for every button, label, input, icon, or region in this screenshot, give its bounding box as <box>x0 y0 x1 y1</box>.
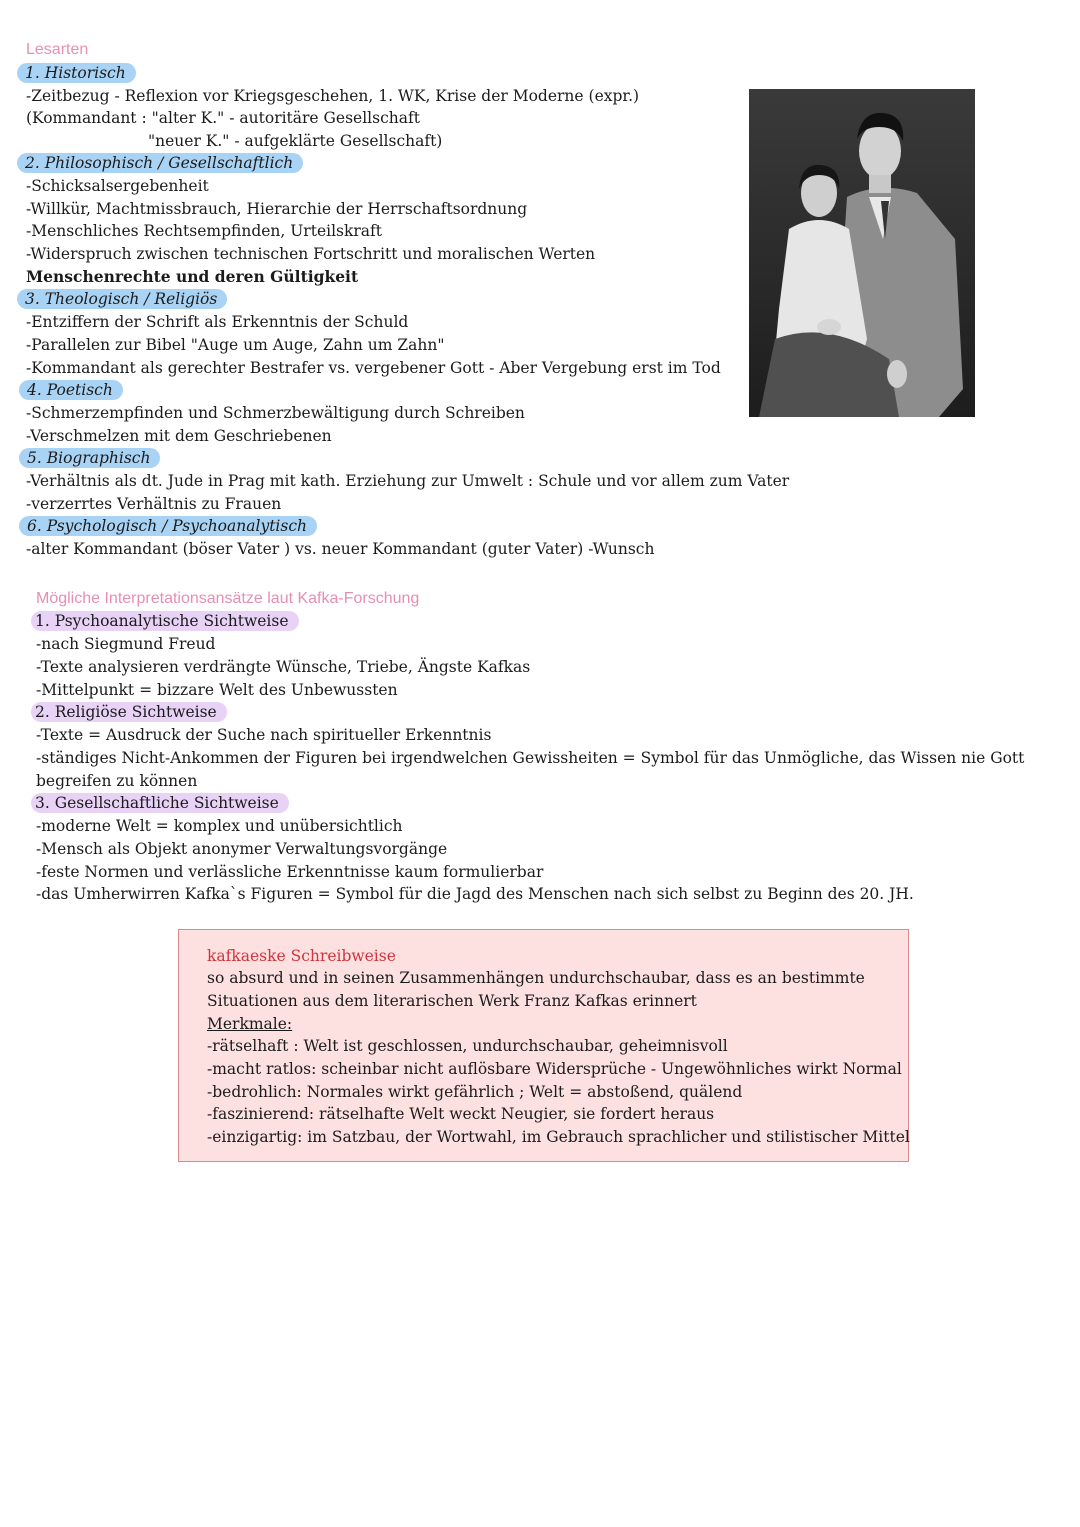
text-line: -feste Normen und verlässliche Erkenntnisse kaum formulierbar <box>36 863 544 881</box>
text-line: -Kommandant als gerechter Bestrafer vs. vergebener Gott - Aber Vergebung erst im Tod <box>26 359 721 377</box>
text-line: begreifen zu können <box>36 772 198 790</box>
text-line: -Entziffern der Schrift als Erkenntnis der Schuld <box>26 313 409 331</box>
text-line: (Kommandant : "alter K." - autoritäre Gesellschaft <box>26 109 420 127</box>
heading-religioes: 2. Religiöse Sichtweise <box>31 702 227 722</box>
text-line: -Zeitbezug - Reflexion vor Kriegsgeschehen, 1. WK, Krise der Moderne (expr.) <box>26 87 640 105</box>
text-line: -Mensch als Objekt anonymer Verwaltungsvorgänge <box>36 840 448 858</box>
text-line: -Verschmelzen mit dem Geschriebenen <box>26 427 332 445</box>
heading-historisch: 1. Historisch <box>17 63 136 83</box>
heading-gesellschaftlich: 3. Gesellschaftliche Sichtweise <box>31 793 289 813</box>
box-text-line: Situationen aus dem literarischen Werk Franz Kafkas erinnert <box>207 992 697 1010</box>
text-line: "neuer K." - aufgeklärte Gesellschaft) <box>148 132 443 150</box>
text-line: -nach Siegmund Freud <box>36 635 216 653</box>
text-line: -Verhältnis als dt. Jude in Prag mit kath. Erziehung zur Umwelt : Schule und vor allem zum Vater <box>26 472 790 490</box>
box-text-line: so absurd und in seinen Zusammenhängen undurchschaubar, dass es an bestimmte <box>207 969 865 987</box>
heading-psychoanalytisch: 1. Psychoanalytische Sichtweise <box>31 611 299 631</box>
heading-philosophisch: 2. Philosophisch / Gesellschaftlich <box>17 153 303 173</box>
interpretation-title: Mögliche Interpretationsansätze laut Kafka-Forschung <box>36 590 420 607</box>
merkmal-item: -faszinierend: rätselhafte Welt weckt Neugier, sie fordert heraus <box>207 1105 715 1123</box>
text-line: -Menschliches Rechtsempfinden, Urteilskraft <box>26 222 383 240</box>
text-line: -Texte analysieren verdrängte Wünsche, Triebe, Ängste Kafkas <box>36 658 531 676</box>
text-line: -Mittelpunkt = bizzare Welt des Unbewussten <box>36 681 398 699</box>
merkmal-item: -macht ratlos: scheinbar nicht auflösbare Widersprüche - Ungewöhnliches wirkt Normal <box>207 1060 902 1078</box>
text-line: -das Umherwirren Kafka`s Figuren = Symbol für die Jagd des Menschen nach sich selbst zu Beginn des 20. JH. <box>36 885 914 903</box>
lesarten-title: Lesarten <box>26 41 89 58</box>
bold-line: Menschenrechte und deren Gültigkeit <box>26 267 359 286</box>
text-line: -Texte = Ausdruck der Suche nach spiritueller Erkenntnis <box>36 726 492 744</box>
text-line: -moderne Welt = komplex und unübersichtlich <box>36 817 403 835</box>
heading-psychologisch: 6. Psychologisch / Psychoanalytisch <box>19 516 317 536</box>
merkmal-item: -einzigartig: im Satzbau, der Wortwahl, im Gebrauch sprachlicher und stilistischer Mittel <box>207 1128 910 1146</box>
text-line: -Schmerzempfinden und Schmerzbewältigung durch Schreiben <box>26 404 525 422</box>
merkmale-label: Merkmale: <box>207 1015 293 1033</box>
text-line: -verzerrtes Verhältnis zu Frauen <box>26 495 282 513</box>
kafkaesk-box <box>178 929 909 1162</box>
merkmal-item: -rätselhaft : Welt ist geschlossen, undurchschaubar, geheimnisvoll <box>207 1037 728 1055</box>
portrait-illustration <box>749 89 975 417</box>
text-line: -alter Kommandant (böser Vater ) vs. neuer Kommandant (guter Vater) -Wunsch <box>26 540 655 558</box>
text-line: -Schicksalsergebenheit <box>26 177 209 195</box>
text-line: -Widerspruch zwischen technischen Fortschritt und moralischen Werten <box>26 245 596 263</box>
photo-portrait <box>749 89 975 417</box>
merkmal-item: -bedrohlich: Normales wirkt gefährlich ; Welt = abstoßend, quälend <box>207 1083 743 1101</box>
box-title: kafkaeske Schreibweise <box>207 947 396 965</box>
heading-biographisch: 5. Biographisch <box>19 448 160 468</box>
heading-poetisch: 4. Poetisch <box>19 380 123 400</box>
text-line: -ständiges Nicht-Ankommen der Figuren bei irgendwelchen Gewissheiten = Symbol für das Unmögliche, das Wissen nie Gott <box>36 749 1025 767</box>
text-line: -Parallelen zur Bibel "Auge um Auge, Zahn um Zahn" <box>26 336 445 354</box>
text-line: -Willkür, Machtmissbrauch, Hierarchie der Herrschaftsordnung <box>26 200 528 218</box>
heading-theologisch: 3. Theologisch / Religiös <box>17 289 227 309</box>
